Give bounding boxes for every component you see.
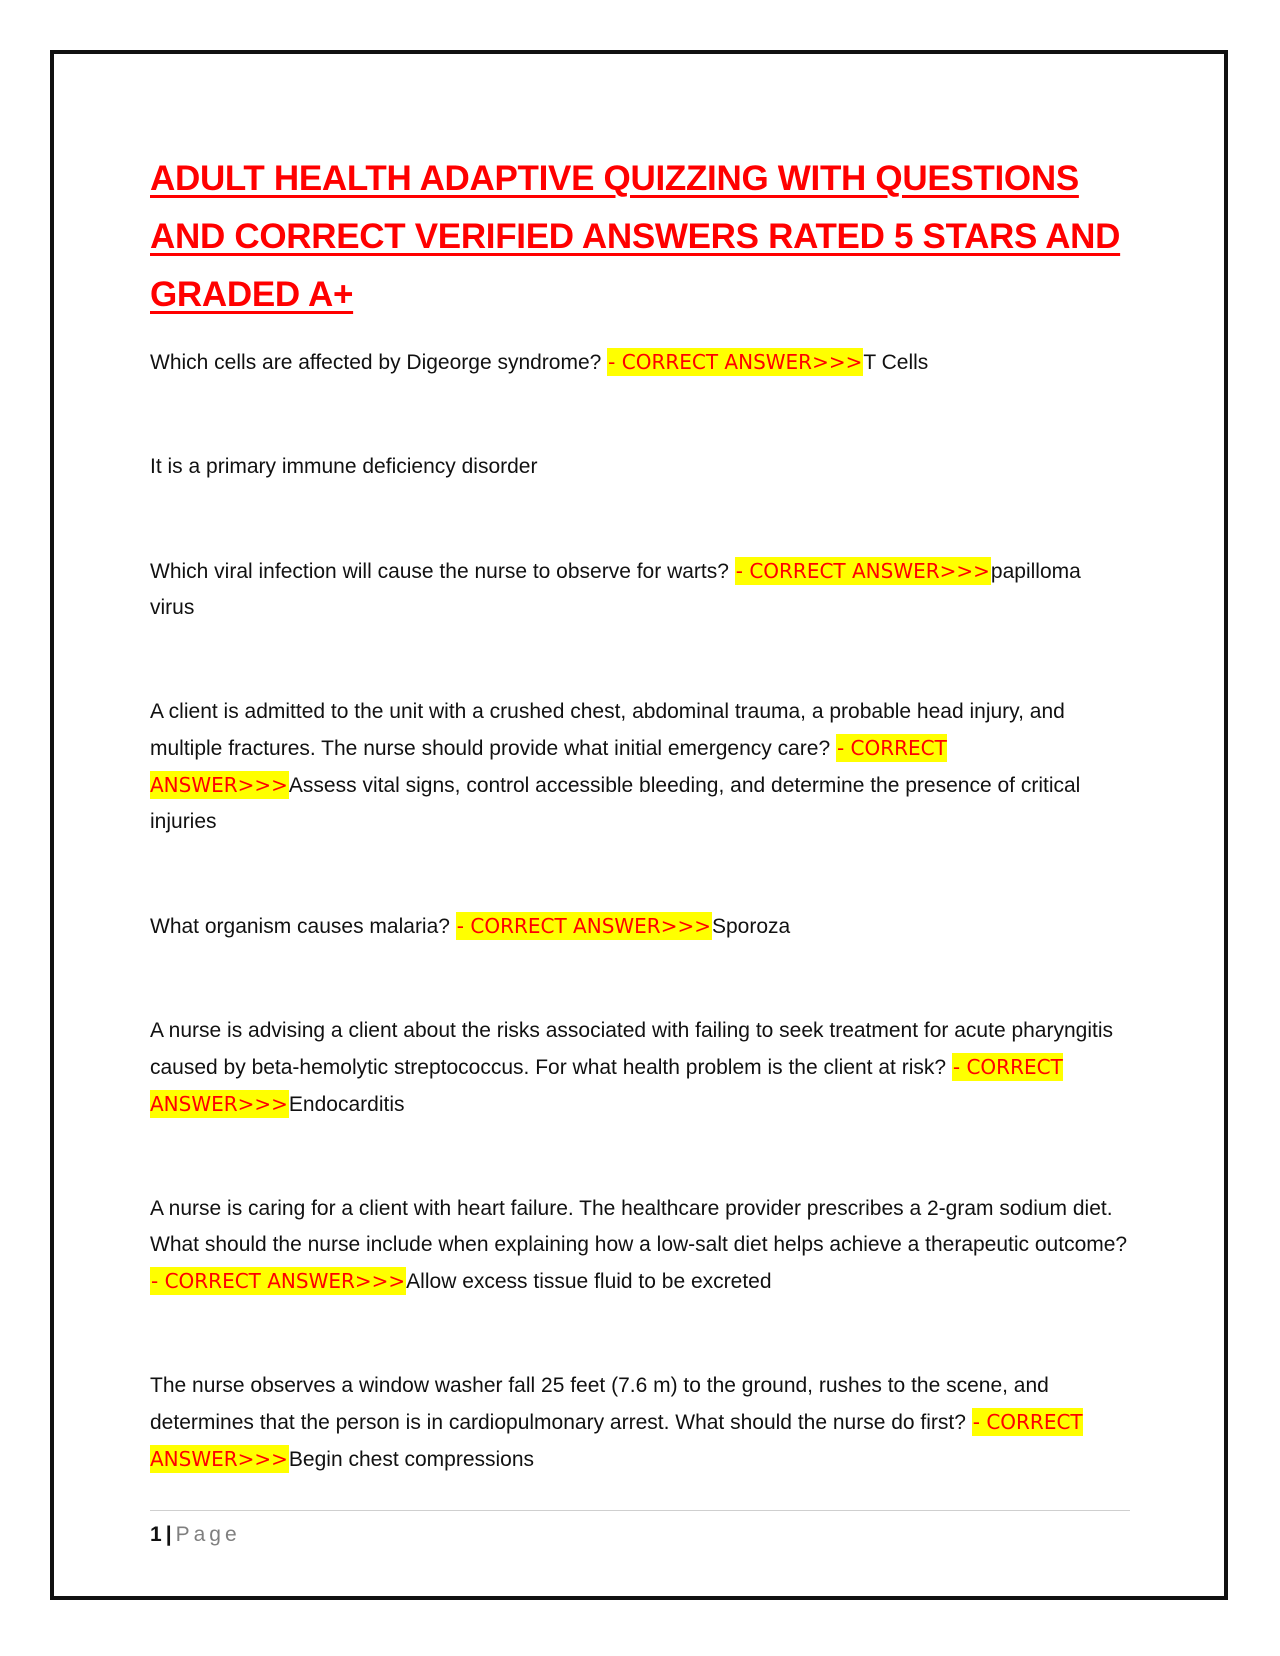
correct-answer-marker: - CORRECT ANSWER>>> bbox=[151, 1269, 406, 1293]
answer-text: Allow excess tissue fluid to be excreted bbox=[406, 1270, 772, 1293]
question-text: Which cells are affected by Digeorge syndrome? bbox=[150, 351, 608, 374]
answer-text: papilloma virus bbox=[150, 560, 1081, 619]
answer-text: T Cells bbox=[863, 351, 929, 374]
answer-text: Assess vital signs, control accessible bleeding, and determine the presence of critical injuries bbox=[150, 774, 1081, 833]
answer-text: Begin chest compressions bbox=[288, 1448, 535, 1471]
qa-item-2 bbox=[150, 553, 1130, 626]
qa-item-4 bbox=[150, 908, 1130, 945]
question-text: Which viral infection will cause the nurse to observe for warts? bbox=[150, 560, 735, 583]
document-title: ADULT HEALTH ADAPTIVE QUIZZING WITH QUESTIONS AND CORRECT VERIFIED ANSWERS RATED 5 STARS AND GRADED A+ bbox=[150, 159, 1121, 314]
correct-answer-marker: - CORRECT ANSWER>>> bbox=[150, 1410, 1083, 1471]
qa-item-3 bbox=[150, 694, 1130, 840]
correct-answer-marker: - CORRECT ANSWER>>> bbox=[735, 559, 990, 583]
correct-answer-marker: - CORRECT ANSWER>>> bbox=[456, 914, 711, 938]
answer-text: Endocarditis bbox=[288, 1093, 405, 1116]
page-number: 1 bbox=[150, 1523, 162, 1546]
correct-answer-marker: - CORRECT ANSWER>>> bbox=[150, 736, 947, 797]
qa-item-1 bbox=[150, 344, 1130, 381]
question-text: The nurse observes a window washer fall 25 feet (7.6 m) to the ground, rushes to the scene, and determines that the person is in cardiopulmonary arrest. What should the nurse do first? bbox=[150, 1374, 1049, 1434]
correct-answer-marker: - CORRECT ANSWER>>> bbox=[150, 1055, 1063, 1116]
note-text-content: It is a primary immune deficiency disorder bbox=[150, 455, 538, 478]
answer-text: Sporoza bbox=[711, 915, 791, 938]
question-text: A nurse is caring for a client with heart failure. The healthcare provider prescribes a 2-gram sodium diet. What should the nurse include when explaining how a low-salt diet helps achieve a therapeutic outcome? bbox=[150, 1197, 1128, 1256]
note-text bbox=[150, 449, 1130, 485]
question-text: A client is admitted to the unit with a crushed chest, abdominal trauma, a probable head injury, and multiple fractures. The nurse should provide what initial emergency care? bbox=[150, 700, 1065, 760]
footer-divider bbox=[150, 1510, 1130, 1511]
qa-item-6 bbox=[150, 1191, 1130, 1300]
correct-answer-marker: - CORRECT ANSWER>>> bbox=[608, 350, 863, 374]
footer-separator: | bbox=[165, 1523, 172, 1546]
page-label: Page bbox=[175, 1523, 241, 1546]
qa-item-5 bbox=[150, 1013, 1130, 1123]
document-body bbox=[150, 150, 1130, 1478]
question-text: What organism causes malaria? bbox=[150, 915, 456, 938]
qa-item-7 bbox=[150, 1368, 1130, 1478]
page-footer bbox=[150, 1520, 241, 1550]
question-text: A nurse is advising a client about the risks associated with failing to seek treatment for acute pharyngitis caused by beta-hemolytic streptococcus. For what health problem is the client at risk? bbox=[150, 1019, 1114, 1079]
